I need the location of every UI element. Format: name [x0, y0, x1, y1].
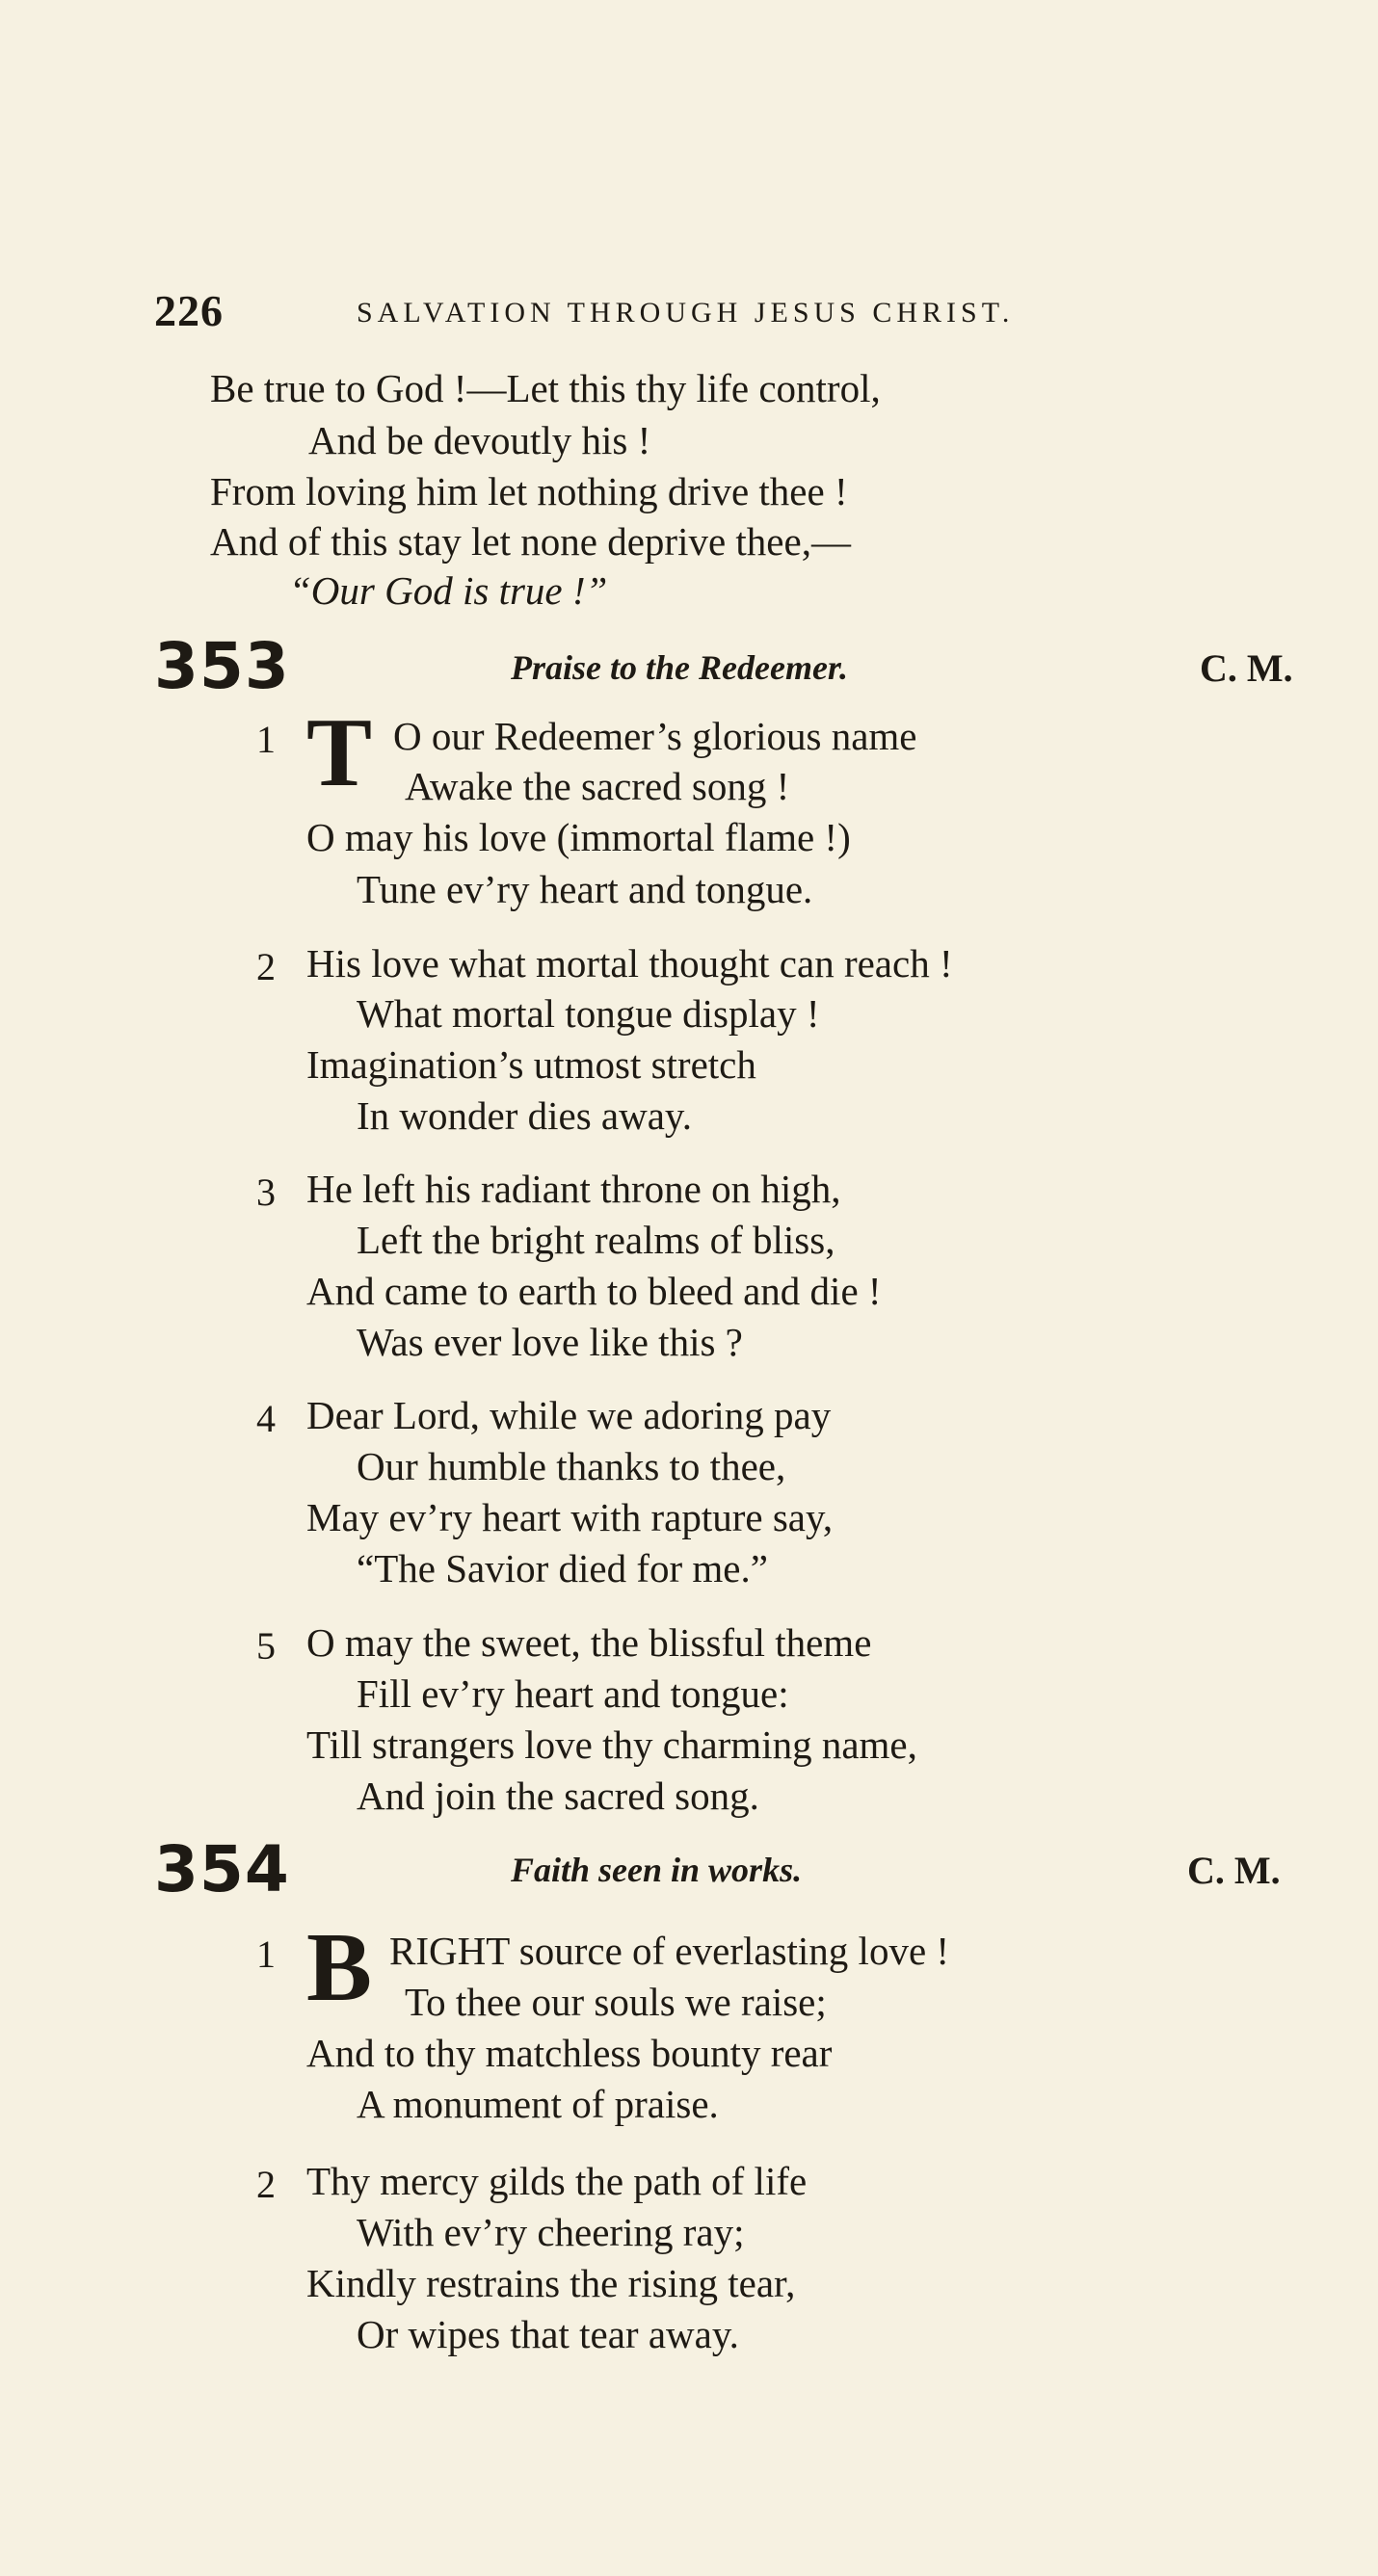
verse-line: Or wipes that tear away.: [357, 2312, 739, 2356]
verse-line: Left the bright realms of bliss,: [357, 1218, 835, 1262]
hymn-meter: C. M.: [1200, 646, 1293, 690]
verse-line: To thee our souls we raise;: [405, 1980, 827, 2024]
hymn-title: Faith seen in works.: [511, 1851, 803, 1889]
verse-line: O may his love (immortal flame !): [306, 815, 851, 859]
intro-line-3: From loving him let nothing drive thee !: [210, 469, 848, 513]
verse-line: Was ever love like this ?: [357, 1320, 743, 1364]
verse-line: He left his radiant throne on high,: [306, 1167, 841, 1211]
intro-line-5: “Our God is true !”: [289, 568, 608, 613]
verse-line: Fill ev’ry heart and tongue:: [357, 1671, 789, 1716]
verse-line: O may the sweet, the blissful theme: [306, 1620, 872, 1665]
verse-line: And came to earth to bleed and die !: [306, 1269, 882, 1313]
verse-line: RIGHT source of everlasting love !: [389, 1929, 950, 1973]
running-head-title: SALVATION THROUGH JESUS CHRIST.: [357, 297, 1015, 329]
verse-number: 3: [256, 1170, 276, 1214]
intro-line-1: Be true to God !—Let this thy life control,: [210, 366, 881, 410]
intro-line-2: And be devoutly his !: [308, 418, 651, 462]
drop-cap: T: [306, 698, 373, 807]
verse-line: Imagination’s utmost stretch: [306, 1042, 756, 1087]
hymn-number: 353: [154, 629, 290, 703]
verse-number: 2: [256, 2163, 276, 2206]
verse-line: With ev’ry cheering ray;: [357, 2210, 745, 2254]
verse-number: 4: [256, 1397, 276, 1440]
verse-line: Thy mercy gilds the path of life: [306, 2159, 808, 2203]
verse-line: Tune ev’ry heart and tongue.: [357, 867, 813, 911]
verse-line: Till strangers love thy charming name,: [306, 1722, 917, 1767]
verse-line: What mortal tongue display !: [357, 991, 820, 1036]
verse-line: A monument of praise.: [357, 2082, 719, 2126]
hymn-title: Praise to the Redeemer.: [511, 648, 848, 687]
verse-line: “The Savior died for me.”: [357, 1546, 768, 1590]
verse-number: 5: [256, 1624, 276, 1668]
page-number: 226: [154, 286, 224, 335]
verse-number: 1: [256, 1932, 276, 1976]
hymn-number: 354: [154, 1832, 290, 1906]
verse-line: His love what mortal thought can reach !: [306, 941, 953, 986]
verse-number: 1: [256, 718, 276, 761]
verse-line: Our humble thanks to thee,: [357, 1444, 786, 1488]
verse-line: In wonder dies away.: [357, 1093, 692, 1138]
verse-line: Kindly restrains the rising tear,: [306, 2261, 796, 2305]
verse-line: O our Redeemer’s glorious name: [393, 714, 917, 758]
hymn-meter: C. M.: [1187, 1849, 1281, 1892]
verse-line: May ev’ry heart with rapture say,: [306, 1495, 834, 1539]
verse-line: And to thy matchless bounty rear: [306, 2031, 833, 2075]
verse-number: 2: [256, 945, 276, 988]
drop-cap: B: [306, 1913, 373, 2022]
intro-line-4: And of this stay let none deprive thee,—: [210, 519, 851, 564]
verse-line: And join the sacred song.: [357, 1774, 759, 1818]
verse-line: Awake the sacred song !: [405, 764, 790, 808]
verse-line: Dear Lord, while we adoring pay: [306, 1393, 832, 1437]
